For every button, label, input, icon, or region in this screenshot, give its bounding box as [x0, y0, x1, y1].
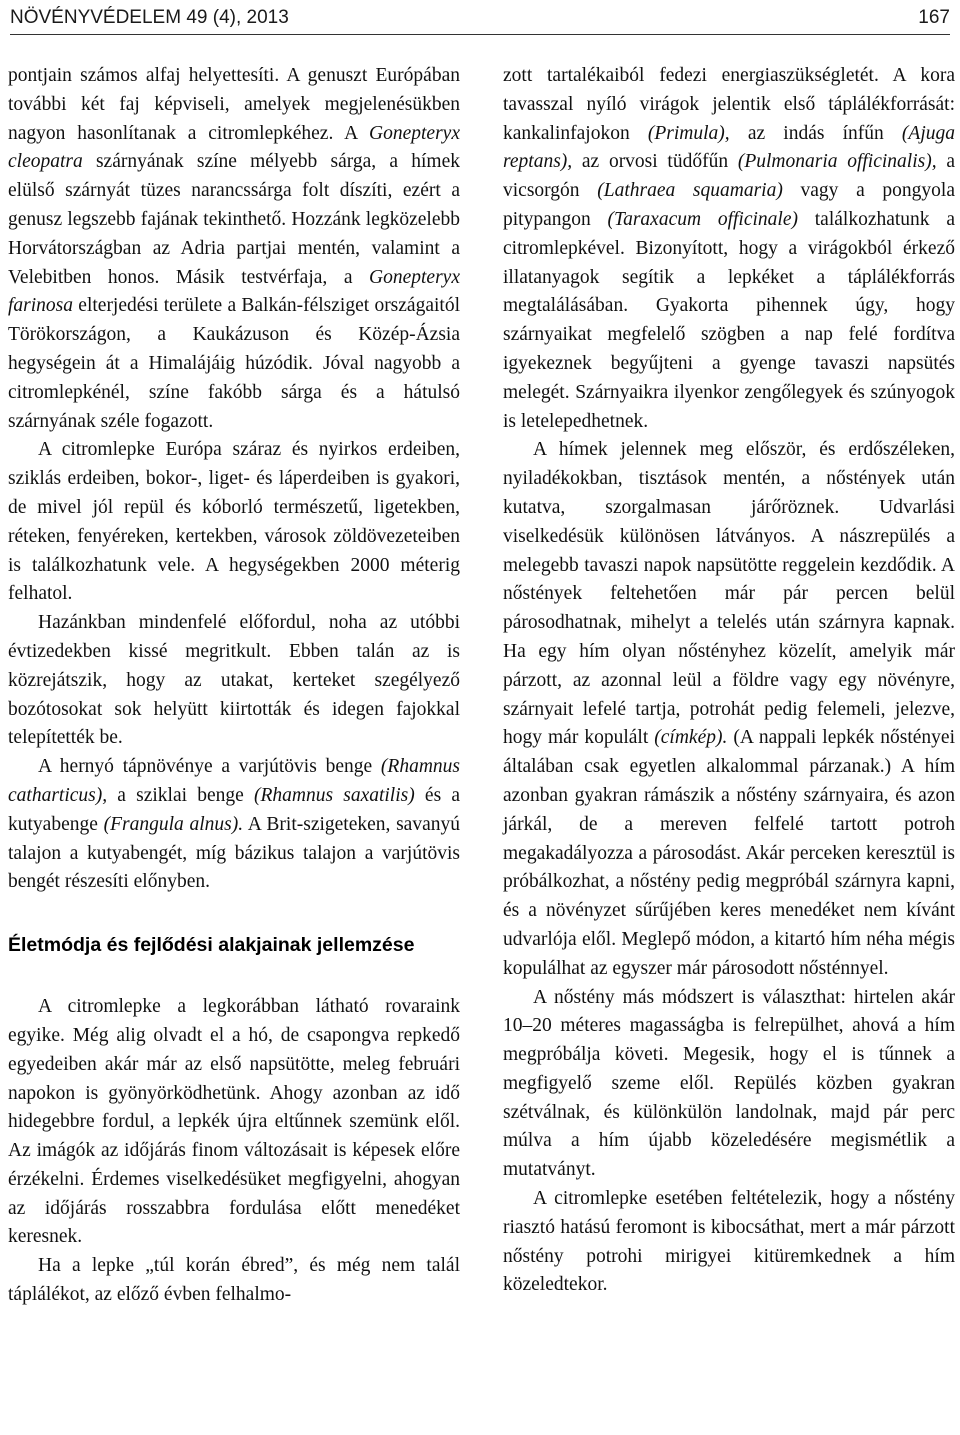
- paragraph: A hernyó tápnövénye a varjútövis benge (Rhamnus catharticus), a sziklai benge (Rhamnus saxatilis) és a kutyabenge (Frangula alnus). A Brit-szigeteken, savanyú talajon a kutyabengét, míg bázikus talajon a varjútövis bengét részesíti előnyben.: [8, 756, 460, 893]
- paragraph: zott tartalékaiból fedezi energiaszükségletét. A kora tavasszal nyíló virágok jelentik első táplálékforrását: kankalinfajokon (Primula), az indás ínfűn (Ajuga reptans), az orvosi tüdőfűn (Pulmonaria officinalis), a vicsorgón (Lathraea squamaria) vagy a pongyola pitypangon (Taraxacum officinale) találkozhatunk a citromlepkével. Bizonyított, hogy a virágokból érkező illatanyagok segítik a lepkéket a táplálékforrás megtalálásában. Gyakorta pihennek úgy, hogy szárnyaikat megfelelő szögben a nap felé fordítva igyekeznek begyűjteni a gyenge tavaszi napsütés melegét. Szárnyaikra ilyenkor zengőlegyek és szúnyogok is letelepedhetnek.: [503, 65, 956, 432]
- paragraph: Hazánkban mindenfelé előfordul, noha az utóbbi évtizedekben kissé megritkult. Ebben talán az is közrejátszik, hogy az utakat, kerteket szegélyező bozótosokat sok helyütt kiirtották és idegen fajokkal telepítették be.: [8, 612, 460, 749]
- species-name: (Primula),: [647, 122, 730, 144]
- paragraph: A citromlepke Európa száraz és nyirkos erdeiben, sziklás erdeiben, bokor-, liget- és láperdeiben is gyakori, de mivel jól repül és kóborló természetű, ligetekben, réteken, fenyéreken, kertekben, városok zöldövezeteiben is találkozhatunk vele. A hegységekben 2000 méterig felhatol.: [8, 439, 460, 605]
- figure-reference: (címkép).: [654, 727, 728, 749]
- species-name: (Rhamnus catharticus),: [8, 756, 460, 806]
- left-column: [8, 62, 460, 1310]
- page-header: [10, 0, 950, 34]
- paragraph: A citromlepke a legkorábban látható rovaraink egyike. Még alig olvadt el a hó, de csapongva repkedő egyedeiben akár már az első napsütötte, meleg februári napokon is gyönyörködhetünk. Ahogy azonban az idő hidegebbre fordul, a lepkék újra eltűnnek szemünk elől. Az imágók az időjárás finom változásait is képesek előre érzékelni. Érdemes viselkedésüket megfigyelni, ahogyan az időjárás rosszabbra fordulása előtt menedéket keresnek.: [8, 996, 460, 1248]
- paragraph: A hímek jelennek meg először, és erdőszéleken, nyiladékokban, tisztások mentén, a nőstények után kutatva, szorgalmasan járőröznek. Udvarlási viselkedésük különösen látványos. A nászrepülés a melegebb tavaszi napok napsütötte reggelein kezdődik. A nőstények feltehetően már pár percen belül párosodhatnak, mihelyt a telelés után szárnyra kapnak. Ha egy hím olyan nőstényhez közelít, amelyik már párzott, az azonnal leül a földre vagy egy növényre, szárnyait lefelé tartja, potrohát pedig felemeli, jelezve, hogy már kopulált (címkép). (A nappali lepkék nőstényei általában csak egyetlen alkalommal párzanak.) A hím azonban gyakran rámászik a nőstény szárnyaira, és azon járkál, de a mereven felfelé tartott potroh megakadályozza a párosodást. Akár perceken keresztül is próbálkozhat, a nőstény pedig megpróbál szárnyra kapni, és a növényzet sűrűjében keres menedéket nem kívánt udvarlója elől. Meglepő módon, a kitartó hím néha mégis kopulálhat az egyszer már párosodott nősténnyel.: [503, 439, 955, 979]
- paragraph: pontjain számos alfaj helyettesíti. A genuszt Európában további két faj képviseli, amelyek megjelenésükben nagyon hasonlítanak a citromlepkéhez. A Gonepteryx cleopatra szárnyának színe mélyebb sárga, a hímek elülső szárnyát tüzes narancssárga folt díszíti, ezért a genusz legszebb fajának tekinthető. Hozzánk legközelebb Horvátországban az Adria partjai mentén, valamint a Velebitben honos. Másik testvérfaja, a Gonepteryx farinosa elterjedési területe a Balkán-félsziget országaitól Törökországon, a Kaukázuson és Közép-Ázsia hegységein át a Himalájáig húzódik. Jóval nagyobb a citromlepkénél, színe fakóbb sárga és a hátulsó szárnyának széle fogazott.: [8, 65, 460, 432]
- paragraph: Ha a lepke „túl korán ébred”, és még nem talál táplálékot, az előző évben felhalmo-: [8, 1255, 460, 1306]
- section-heading: Életmódja és fejlődési alakjainak jellemzése: [8, 934, 415, 957]
- journal-title: NÖVÉNYVÉDELEM 49 (4), 2013: [10, 7, 289, 28]
- species-name: Gonepteryx cleopatra: [8, 122, 460, 173]
- header-rule: [10, 34, 950, 35]
- paragraph: A citromlepke esetében feltételezik, hogy a nőstény riasztó hatású feromont is kibocsáthat, mert a már párzott nőstény potrohi mirigyei kitüremkednek a hím közeledtekor.: [503, 1188, 955, 1296]
- page-number: 167: [918, 7, 950, 28]
- species-name: (Lathraea squamaria): [597, 180, 783, 202]
- species-name: (Ajuga reptans),: [503, 122, 955, 173]
- right-column: [503, 62, 955, 1300]
- species-name: (Taraxacum officinale): [607, 208, 798, 230]
- species-name: (Rhamnus saxatilis): [253, 784, 415, 806]
- species-name: Gonepteryx farinosa: [8, 266, 460, 317]
- species-name: (Frangula alnus).: [103, 813, 244, 835]
- species-name: (Pulmonaria officinalis),: [737, 151, 937, 173]
- paragraph: A nőstény más módszert is választhat: hirtelen akár 10–20 méteres magasságba is felrepülhet, ahová a hím megpróbálja követi. Megesik, hogy el is tűnnek a megfigyelő szeme elől. Repülés közben gyakran szétválnak, és különkülön landolnak, majd pár perc múlva a hím újabb közeledésére megismétlik a mutatványt.: [503, 986, 955, 1181]
